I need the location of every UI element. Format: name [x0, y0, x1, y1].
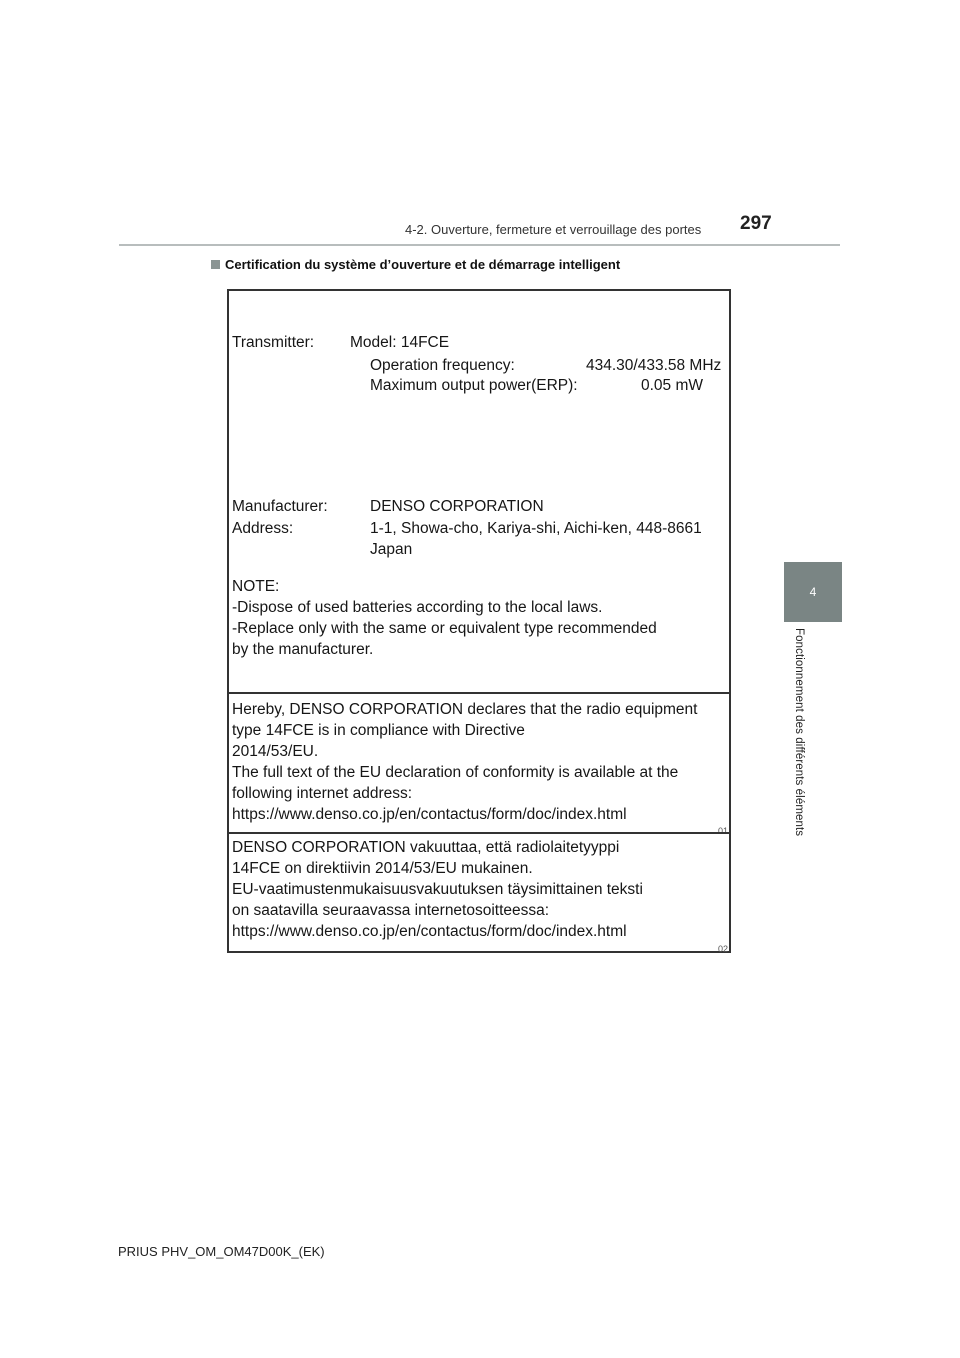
chapter-tab	[784, 562, 842, 622]
header-divider	[119, 244, 840, 246]
square-bullet-icon	[211, 260, 220, 269]
document-footer: PRIUS PHV_OM_OM47D00K_(EK)	[118, 1244, 325, 1259]
declaration-line: Hereby, DENSO CORPORATION declares that the radio equipment	[232, 701, 698, 718]
transmitter-label: Transmitter:	[232, 334, 315, 351]
section-heading	[211, 257, 620, 272]
note-line: -Dispose of used batteries according to the local laws.	[232, 599, 603, 616]
address-line-2: Japan	[370, 541, 413, 558]
box-divider	[229, 832, 729, 834]
address-label: Address:	[232, 520, 294, 537]
declaration-line: type 14FCE is in compliance with Directive	[232, 722, 525, 739]
frequency-label: Operation frequency:	[370, 357, 515, 374]
chapter-number: 4	[809, 585, 817, 599]
declaration-url-fi: https://www.denso.co.jp/en/contactus/form/doc/index.html	[232, 923, 627, 940]
transmitter-model: Model: 14FCE	[350, 334, 450, 351]
manufacturer-value: DENSO CORPORATION	[370, 498, 544, 515]
declaration-line-fi: EU-vaatimustenmukaisuusvakuutuksen täysimittainen teksti	[232, 881, 643, 898]
frequency-value: 434.30/433.58 MHz	[586, 357, 722, 374]
box-divider	[229, 692, 729, 694]
address-line-1: 1-1, Showa-cho, Kariya-shi, Aichi-ken, 448-8661	[370, 520, 702, 537]
declaration-line: 2014/53/EU.	[232, 743, 319, 760]
declaration-line-fi: on saatavilla seuraavassa internetosoitteessa:	[232, 902, 550, 919]
header-section-title: 4-2. Ouverture, fermeture et verrouillage des portes	[405, 222, 702, 237]
note-title: NOTE:	[232, 578, 280, 595]
declaration-line-fi: 14FCE on direktiivin 2014/53/EU mukainen.	[232, 860, 533, 877]
declaration-url: https://www.denso.co.jp/en/contactus/form/doc/index.html	[232, 806, 627, 823]
manufacturer-label: Manufacturer:	[232, 498, 328, 515]
certification-image	[227, 289, 731, 953]
section-code: 02	[718, 944, 729, 954]
section-code: 01	[718, 826, 729, 836]
chapter-label: Fonctionnement des différents éléments	[793, 628, 805, 837]
declaration-line: The full text of the EU declaration of conformity is available at the	[232, 764, 679, 781]
declaration-line-fi: DENSO CORPORATION vakuuttaa, että radiolaitetyyppi	[232, 839, 620, 856]
section-heading-text: Certification du système d’ouverture et de démarrage intelligent	[225, 257, 621, 272]
declaration-line: following internet address:	[232, 785, 413, 802]
note-line: by the manufacturer.	[232, 641, 374, 658]
note-line: -Replace only with the same or equivalent type recommended	[232, 620, 657, 637]
page-number: 297	[740, 213, 772, 234]
power-label: Maximum output power(ERP):	[370, 377, 578, 394]
power-value: 0.05 mW	[641, 377, 704, 394]
